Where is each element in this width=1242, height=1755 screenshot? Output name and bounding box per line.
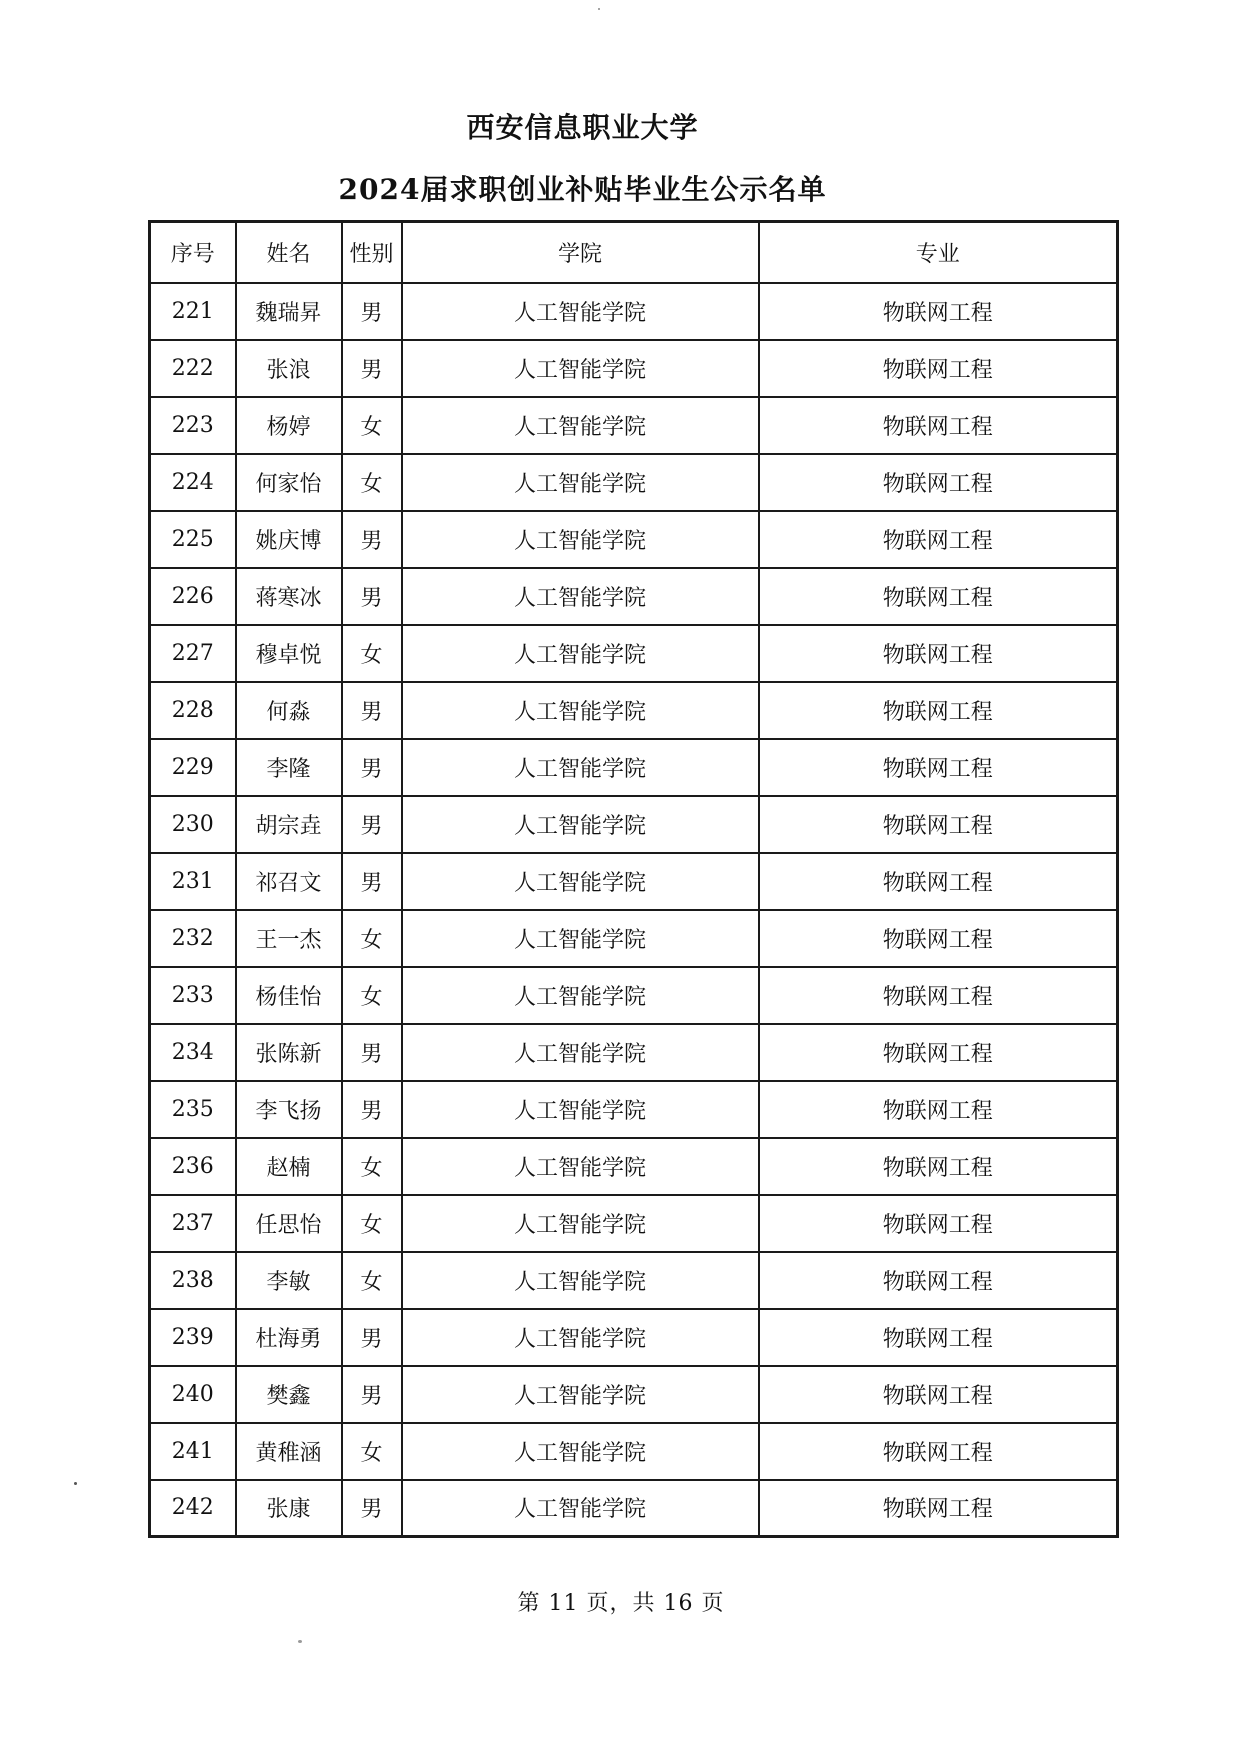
cell-gender: 女 <box>342 1252 402 1309</box>
cell-major: 物联网工程 <box>759 1081 1118 1138</box>
cell-major: 物联网工程 <box>759 1195 1118 1252</box>
table-row <box>150 397 1118 454</box>
cell-gender: 男 <box>342 1480 402 1537</box>
cell-name: 李敏 <box>236 1252 342 1309</box>
cell-no: 225 <box>150 511 236 568</box>
cell-name: 李隆 <box>236 739 342 796</box>
cell-major: 物联网工程 <box>759 1480 1118 1537</box>
cell-gender: 女 <box>342 397 402 454</box>
cell-name: 穆卓悦 <box>236 625 342 682</box>
cell-no: 229 <box>150 739 236 796</box>
cell-college: 人工智能学院 <box>402 1252 759 1309</box>
cell-gender: 男 <box>342 739 402 796</box>
cell-name: 姚庆博 <box>236 511 342 568</box>
table-row <box>150 967 1118 1024</box>
table-row <box>150 682 1118 739</box>
cell-gender: 男 <box>342 340 402 397</box>
table-row <box>150 511 1118 568</box>
cell-major: 物联网工程 <box>759 1252 1118 1309</box>
cell-college: 人工智能学院 <box>402 454 759 511</box>
cell-college: 人工智能学院 <box>402 1081 759 1138</box>
cell-no: 230 <box>150 796 236 853</box>
table-row <box>150 1195 1118 1252</box>
cell-gender: 女 <box>342 1423 402 1480</box>
table-row <box>150 1480 1118 1537</box>
cell-no: 242 <box>150 1480 236 1537</box>
header-college: 学院 <box>402 222 759 283</box>
cell-major: 物联网工程 <box>759 1366 1118 1423</box>
document-subtitle: 2024届求职创业补贴毕业生公示名单 <box>338 173 827 206</box>
cell-gender: 男 <box>342 568 402 625</box>
cell-no: 238 <box>150 1252 236 1309</box>
cell-no: 239 <box>150 1309 236 1366</box>
table-row <box>150 1252 1118 1309</box>
cell-college: 人工智能学院 <box>402 340 759 397</box>
cell-major: 物联网工程 <box>759 283 1118 340</box>
cell-major: 物联网工程 <box>759 511 1118 568</box>
table-row <box>150 853 1118 910</box>
cell-name: 任思怡 <box>236 1195 342 1252</box>
cell-name: 何家怡 <box>236 454 342 511</box>
cell-college: 人工智能学院 <box>402 853 759 910</box>
cell-major: 物联网工程 <box>759 796 1118 853</box>
cell-major: 物联网工程 <box>759 1309 1118 1366</box>
cell-college: 人工智能学院 <box>402 682 759 739</box>
cell-major: 物联网工程 <box>759 1024 1118 1081</box>
header-name: 姓名 <box>236 222 342 283</box>
cell-gender: 男 <box>342 511 402 568</box>
scan-speck <box>74 1482 77 1485</box>
cell-college: 人工智能学院 <box>402 1024 759 1081</box>
header-no: 序号 <box>150 222 236 283</box>
cell-major: 物联网工程 <box>759 739 1118 796</box>
cell-name: 蒋寒冰 <box>236 568 342 625</box>
cell-college: 人工智能学院 <box>402 568 759 625</box>
table-row <box>150 340 1118 397</box>
cell-gender: 男 <box>342 853 402 910</box>
scan-speck <box>298 1640 302 1643</box>
cell-college: 人工智能学院 <box>402 625 759 682</box>
cell-college: 人工智能学院 <box>402 796 759 853</box>
cell-no: 228 <box>150 682 236 739</box>
cell-no: 226 <box>150 568 236 625</box>
cell-no: 235 <box>150 1081 236 1138</box>
cell-college: 人工智能学院 <box>402 511 759 568</box>
page-number: 第 11 页，共 16 页 <box>517 1591 725 1616</box>
table-row <box>150 1309 1118 1366</box>
cell-name: 杜海勇 <box>236 1309 342 1366</box>
cell-gender: 女 <box>342 967 402 1024</box>
cell-no: 237 <box>150 1195 236 1252</box>
cell-no: 222 <box>150 340 236 397</box>
cell-gender: 男 <box>342 1366 402 1423</box>
table-row <box>150 1081 1118 1138</box>
cell-no: 240 <box>150 1366 236 1423</box>
cell-gender: 女 <box>342 910 402 967</box>
table-row <box>150 283 1118 340</box>
header-major: 专业 <box>759 222 1118 283</box>
cell-name: 魏瑞昇 <box>236 283 342 340</box>
cell-gender: 男 <box>342 1309 402 1366</box>
cell-college: 人工智能学院 <box>402 1195 759 1252</box>
cell-no: 241 <box>150 1423 236 1480</box>
cell-no: 223 <box>150 397 236 454</box>
cell-college: 人工智能学院 <box>402 283 759 340</box>
cell-name: 胡宗垚 <box>236 796 342 853</box>
cell-major: 物联网工程 <box>759 1423 1118 1480</box>
cell-no: 234 <box>150 1024 236 1081</box>
cell-college: 人工智能学院 <box>402 1480 759 1537</box>
cell-no: 231 <box>150 853 236 910</box>
cell-college: 人工智能学院 <box>402 910 759 967</box>
cell-college: 人工智能学院 <box>402 1138 759 1195</box>
cell-college: 人工智能学院 <box>402 397 759 454</box>
table-body <box>150 283 1118 1537</box>
cell-gender: 男 <box>342 283 402 340</box>
cell-major: 物联网工程 <box>759 340 1118 397</box>
table-row <box>150 1138 1118 1195</box>
cell-no: 233 <box>150 967 236 1024</box>
cell-name: 杨婷 <box>236 397 342 454</box>
cell-name: 李飞扬 <box>236 1081 342 1138</box>
cell-major: 物联网工程 <box>759 910 1118 967</box>
cell-major: 物联网工程 <box>759 967 1118 1024</box>
cell-gender: 男 <box>342 682 402 739</box>
cell-no: 227 <box>150 625 236 682</box>
cell-major: 物联网工程 <box>759 682 1118 739</box>
cell-gender: 男 <box>342 1024 402 1081</box>
table-header-row <box>150 222 1118 283</box>
cell-college: 人工智能学院 <box>402 1423 759 1480</box>
cell-no: 236 <box>150 1138 236 1195</box>
table-row <box>150 910 1118 967</box>
cell-gender: 女 <box>342 454 402 511</box>
cell-name: 赵楠 <box>236 1138 342 1195</box>
cell-college: 人工智能学院 <box>402 967 759 1024</box>
cell-no: 232 <box>150 910 236 967</box>
cell-gender: 男 <box>342 796 402 853</box>
header-gender: 性别 <box>342 222 402 283</box>
table-row <box>150 454 1118 511</box>
cell-gender: 女 <box>342 625 402 682</box>
cell-no: 221 <box>150 283 236 340</box>
table-row <box>150 1024 1118 1081</box>
cell-name: 何淼 <box>236 682 342 739</box>
cell-college: 人工智能学院 <box>402 739 759 796</box>
scan-speck <box>598 8 600 10</box>
cell-name: 祁召文 <box>236 853 342 910</box>
cell-gender: 男 <box>342 1081 402 1138</box>
cell-name: 杨佳怡 <box>236 967 342 1024</box>
cell-college: 人工智能学院 <box>402 1366 759 1423</box>
table-row <box>150 568 1118 625</box>
cell-name: 樊鑫 <box>236 1366 342 1423</box>
table-row <box>150 739 1118 796</box>
document-title: 西安信息职业大学 <box>466 111 699 144</box>
cell-major: 物联网工程 <box>759 853 1118 910</box>
cell-major: 物联网工程 <box>759 397 1118 454</box>
cell-gender: 女 <box>342 1138 402 1195</box>
cell-major: 物联网工程 <box>759 454 1118 511</box>
cell-no: 224 <box>150 454 236 511</box>
table-row <box>150 796 1118 853</box>
table-row <box>150 1423 1118 1480</box>
cell-name: 张康 <box>236 1480 342 1537</box>
cell-major: 物联网工程 <box>759 1138 1118 1195</box>
graduate-list-table <box>148 220 1119 1538</box>
cell-gender: 女 <box>342 1195 402 1252</box>
cell-name: 黄稚涵 <box>236 1423 342 1480</box>
cell-major: 物联网工程 <box>759 568 1118 625</box>
cell-major: 物联网工程 <box>759 625 1118 682</box>
cell-name: 王一杰 <box>236 910 342 967</box>
cell-name: 张陈新 <box>236 1024 342 1081</box>
cell-college: 人工智能学院 <box>402 1309 759 1366</box>
table-row <box>150 625 1118 682</box>
cell-name: 张浪 <box>236 340 342 397</box>
table-row <box>150 1366 1118 1423</box>
